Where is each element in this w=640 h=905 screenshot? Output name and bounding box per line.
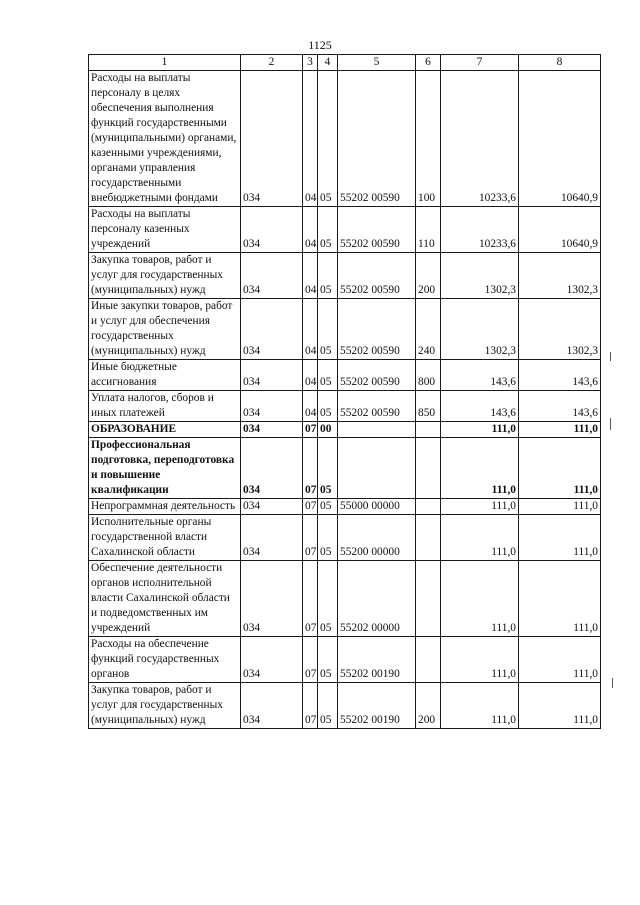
admin-code-cell: 034 <box>241 637 303 683</box>
subsection-code-cell: 05 <box>318 253 338 299</box>
subsection-code-cell: 05 <box>318 499 338 515</box>
row-name-cell: Расходы на обеспечение функций государственных органов <box>89 637 241 683</box>
amount-col7-cell: 10233,6 <box>441 71 519 207</box>
expense-type-cell: 100 <box>416 71 441 207</box>
target-article-cell: 55202 00590 <box>338 253 416 299</box>
target-article-cell: 55200 00000 <box>338 515 416 561</box>
table-row <box>89 499 601 515</box>
amount-col8-cell: 143,6 <box>519 360 601 391</box>
row-name-cell: Непрограммная деятельность <box>89 499 241 515</box>
subsection-code-cell: 05 <box>318 299 338 360</box>
admin-code-cell: 034 <box>241 360 303 391</box>
amount-col8-cell: 111,0 <box>519 499 601 515</box>
amount-col7-cell: 143,6 <box>441 360 519 391</box>
table-row <box>89 561 601 637</box>
target-article-cell: 55202 00590 <box>338 71 416 207</box>
amount-col8-cell: 111,0 <box>519 683 601 729</box>
target-article-cell: 55202 00590 <box>338 360 416 391</box>
expense-type-cell: 800 <box>416 360 441 391</box>
amount-col7-cell: 111,0 <box>441 499 519 515</box>
scan-mark <box>610 418 611 430</box>
subsection-code-cell: 00 <box>318 422 338 438</box>
row-name-cell: ОБРАЗОВАНИЕ <box>89 422 241 438</box>
column-header: 2 <box>241 55 303 71</box>
amount-col8-cell: 1302,3 <box>519 299 601 360</box>
admin-code-cell: 034 <box>241 683 303 729</box>
target-article-cell <box>338 422 416 438</box>
row-name-cell: Исполнительные органы государственной власти Сахалинской области <box>89 515 241 561</box>
header-row <box>89 55 601 71</box>
table-row <box>89 637 601 683</box>
column-header: 5 <box>338 55 416 71</box>
subsection-code-cell: 05 <box>318 360 338 391</box>
section-code-cell: 07 <box>303 438 318 499</box>
column-header: 3 <box>303 55 318 71</box>
subsection-code-cell: 05 <box>318 515 338 561</box>
section-code-cell: 07 <box>303 422 318 438</box>
subsection-code-cell: 05 <box>318 71 338 207</box>
admin-code-cell: 034 <box>241 515 303 561</box>
column-header: 7 <box>441 55 519 71</box>
admin-code-cell: 034 <box>241 207 303 253</box>
table-row <box>89 683 601 729</box>
amount-col7-cell: 10233,6 <box>441 207 519 253</box>
expense-type-cell <box>416 515 441 561</box>
amount-col7-cell: 111,0 <box>441 637 519 683</box>
target-article-cell: 55000 00000 <box>338 499 416 515</box>
amount-col7-cell: 1302,3 <box>441 299 519 360</box>
section-code-cell: 07 <box>303 499 318 515</box>
expense-type-cell: 850 <box>416 391 441 422</box>
column-header: 4 <box>318 55 338 71</box>
section-code-cell: 04 <box>303 207 318 253</box>
section-code-cell: 04 <box>303 299 318 360</box>
row-name-cell: Расходы на выплаты персоналу в целях обеспечения выполнения функций государственными (муниципальными) органами, казенными учреждениями, органами управления государственными внебюджетными фондами <box>89 71 241 207</box>
amount-col7-cell: 111,0 <box>441 422 519 438</box>
amount-col7-cell: 1302,3 <box>441 253 519 299</box>
table-row <box>89 360 601 391</box>
target-article-cell <box>338 438 416 499</box>
admin-code-cell: 034 <box>241 299 303 360</box>
section-code-cell: 07 <box>303 637 318 683</box>
expense-type-cell: 240 <box>416 299 441 360</box>
expense-type-cell: 200 <box>416 683 441 729</box>
expense-type-cell: 200 <box>416 253 441 299</box>
amount-col8-cell: 111,0 <box>519 438 601 499</box>
subsection-code-cell: 05 <box>318 438 338 499</box>
section-code-cell: 04 <box>303 253 318 299</box>
target-article-cell: 55202 00000 <box>338 561 416 637</box>
amount-col7-cell: 111,0 <box>441 438 519 499</box>
column-header: 8 <box>519 55 601 71</box>
admin-code-cell: 034 <box>241 438 303 499</box>
table-row <box>89 438 601 499</box>
admin-code-cell: 034 <box>241 499 303 515</box>
subsection-code-cell: 05 <box>318 683 338 729</box>
table-row <box>89 299 601 360</box>
amount-col8-cell: 143,6 <box>519 391 601 422</box>
budget-table <box>88 54 601 729</box>
admin-code-cell: 034 <box>241 561 303 637</box>
table-row <box>89 71 601 207</box>
scan-mark <box>612 678 613 688</box>
subsection-code-cell: 05 <box>318 637 338 683</box>
section-code-cell: 07 <box>303 515 318 561</box>
expense-type-cell <box>416 561 441 637</box>
target-article-cell: 55202 00590 <box>338 299 416 360</box>
table-row <box>89 515 601 561</box>
target-article-cell: 55202 00190 <box>338 637 416 683</box>
row-name-cell: Обеспечение деятельности органов исполнительной власти Сахалинской области и подведомственных им учреждений <box>89 561 241 637</box>
amount-col8-cell: 111,0 <box>519 561 601 637</box>
amount-col7-cell: 111,0 <box>441 561 519 637</box>
column-header: 6 <box>416 55 441 71</box>
table-row <box>89 207 601 253</box>
row-name-cell: Закупка товаров, работ и услуг для государственных (муниципальных) нужд <box>89 253 241 299</box>
row-name-cell: Иные бюджетные ассигнования <box>89 360 241 391</box>
subsection-code-cell: 05 <box>318 391 338 422</box>
row-name-cell: Расходы на выплаты персоналу казенных учреждений <box>89 207 241 253</box>
section-code-cell: 04 <box>303 391 318 422</box>
section-code-cell: 04 <box>303 360 318 391</box>
amount-col8-cell: 10640,9 <box>519 71 601 207</box>
admin-code-cell: 034 <box>241 71 303 207</box>
amount-col8-cell: 1302,3 <box>519 253 601 299</box>
row-name-cell: Профессиональная подготовка, переподготовка и повышение квалификации <box>89 438 241 499</box>
amount-col7-cell: 143,6 <box>441 391 519 422</box>
expense-type-cell <box>416 499 441 515</box>
amount-col7-cell: 111,0 <box>441 683 519 729</box>
scan-mark <box>610 352 611 361</box>
section-code-cell: 07 <box>303 561 318 637</box>
amount-col8-cell: 111,0 <box>519 637 601 683</box>
page-number: 1125 <box>308 38 332 52</box>
admin-code-cell: 034 <box>241 253 303 299</box>
admin-code-cell: 034 <box>241 422 303 438</box>
amount-col8-cell: 111,0 <box>519 422 601 438</box>
amount-col8-cell: 10640,9 <box>519 207 601 253</box>
expense-type-cell <box>416 637 441 683</box>
expense-type-cell: 110 <box>416 207 441 253</box>
table-row <box>89 391 601 422</box>
amount-col8-cell: 111,0 <box>519 515 601 561</box>
row-name-cell: Уплата налогов, сборов и иных платежей <box>89 391 241 422</box>
column-header: 1 <box>89 55 241 71</box>
admin-code-cell: 034 <box>241 391 303 422</box>
target-article-cell: 55202 00190 <box>338 683 416 729</box>
target-article-cell: 55202 00590 <box>338 207 416 253</box>
expense-type-cell <box>416 438 441 499</box>
table-row <box>89 253 601 299</box>
target-article-cell: 55202 00590 <box>338 391 416 422</box>
section-code-cell: 07 <box>303 683 318 729</box>
expense-type-cell <box>416 422 441 438</box>
amount-col7-cell: 111,0 <box>441 515 519 561</box>
table-row <box>89 422 601 438</box>
section-code-cell: 04 <box>303 71 318 207</box>
subsection-code-cell: 05 <box>318 561 338 637</box>
row-name-cell: Иные закупки товаров, работ и услуг для обеспечения государственных (муниципальных) нужд <box>89 299 241 360</box>
subsection-code-cell: 05 <box>318 207 338 253</box>
row-name-cell: Закупка товаров, работ и услуг для государственных (муниципальных) нужд <box>89 683 241 729</box>
